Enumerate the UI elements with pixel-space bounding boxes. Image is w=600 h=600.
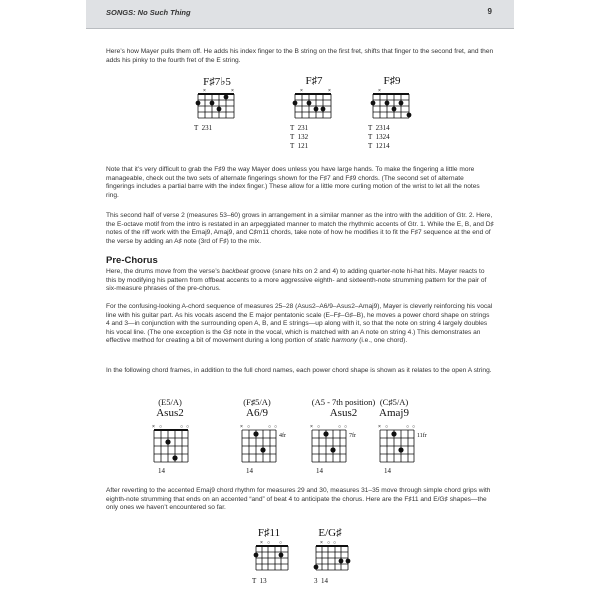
- page-number: 9: [487, 7, 492, 16]
- chord-grid-e-gsharp: [310, 540, 354, 576]
- finger-dot: [260, 447, 265, 452]
- finger-dot: [385, 101, 390, 106]
- chord-alt-name: (C♯5/A): [379, 397, 409, 407]
- chord-grid-amaj9: [372, 422, 434, 466]
- chord-name: E/G♯: [318, 527, 342, 539]
- chord-name: Asus2: [156, 407, 184, 419]
- chord-name: F♯7: [305, 75, 323, 87]
- open-string-icon: ○: [268, 424, 272, 430]
- chord-e-gsharp: [308, 527, 352, 539]
- finger-dot: [217, 107, 222, 112]
- chord-name: F♯11: [257, 527, 281, 539]
- finger-dot: [172, 455, 177, 460]
- muted-string-icon: ×: [310, 424, 313, 430]
- section-heading: Pre-Chorus: [106, 255, 158, 266]
- chord-grid-a69: [234, 422, 294, 466]
- book-page: [86, 0, 514, 600]
- paragraph-chorus-lead: After reverting to the accented Emaj9 chord rhythm for measures 29 and 30, measures 31–35 move through simple chord grips with eighth-note strumming that ends on an accented “and” of beat 4 to anticipate the chorus. Here are the F♯11 and E/G♯ shapes—the only ones we haven’t encountered so far.: [106, 487, 491, 512]
- muted-string-icon: ×: [378, 88, 381, 94]
- finger-dot: [407, 113, 412, 118]
- muted-string-icon: ×: [300, 88, 303, 94]
- open-string-icon: ○: [317, 424, 321, 430]
- chord-asus2-e5: [140, 397, 200, 419]
- chord-fsharp9: [367, 75, 417, 87]
- fret-position-label: 4fr: [279, 433, 286, 439]
- fingering-line: T 231: [194, 124, 213, 132]
- finger-dot: [392, 107, 397, 112]
- running-title: SONGS: No Such Thing: [106, 8, 191, 17]
- finger-dot: [253, 431, 258, 436]
- finger-dot: [399, 101, 404, 106]
- fingering-line: 14: [158, 467, 165, 475]
- paragraph-intro: Here’s how Mayer pulls them off. He adds his index finger to the B string on the first fret, shifts that finger to the second fret, and then adds his pinky to the fourth fret of the E string.: [106, 48, 494, 64]
- finger-dot: [196, 101, 201, 106]
- fret-position-label: 7fr: [349, 433, 356, 439]
- finger-dot: [293, 101, 298, 106]
- paragraph-chord-frames: In the following chord frames, in addition to the full chord names, each power chord shape is shown as it relates to the open A string.: [106, 367, 492, 374]
- muted-string-icon: ×: [231, 88, 234, 94]
- chord-grid-asus2-a5: [304, 422, 364, 466]
- fingering-line: T 121: [290, 142, 309, 150]
- text-run: (i.e., one chord).: [357, 337, 408, 345]
- fingering-line: 14: [384, 467, 391, 475]
- finger-dot: [391, 431, 396, 436]
- chord-name: A6/9: [246, 407, 268, 419]
- open-string-icon: ○: [327, 540, 331, 546]
- chord-amaj9: [364, 397, 424, 419]
- chord-a69: [227, 397, 287, 419]
- open-string-icon: ○: [344, 424, 348, 430]
- finger-dot: [279, 553, 284, 558]
- open-string-icon: ○: [412, 424, 416, 430]
- chord-alt-name: (F♯5/A): [243, 397, 271, 407]
- fingering-line: T 132: [290, 133, 309, 141]
- chord-alt-name: (E5/A): [158, 397, 182, 407]
- chord-name: Asus2: [329, 407, 358, 419]
- finger-dot: [339, 559, 344, 564]
- fingering-line: T 2314: [368, 124, 390, 132]
- fingering-line: T 13: [252, 577, 267, 585]
- fingering-line: 14: [316, 467, 323, 475]
- finger-dot: [307, 101, 312, 106]
- muted-string-icon: ×: [328, 88, 331, 94]
- chord-name: F♯9: [383, 75, 401, 87]
- open-string-icon: ○: [385, 424, 389, 430]
- paragraph-fingering-note: Note that it’s very difficult to grab the F♯9 the way Mayer does unless you have large hands. To make the fingering a little more manageable, check out the two sets of alternate fingerings shown for the F♯7 and F♯9 chords. (The second set of alternate fingerings includes a partial barre with the index finger.) These allow for a little more curling motion of the wrist to let all the notes ring.: [106, 166, 480, 199]
- open-string-icon: ○: [180, 424, 184, 430]
- chord-fsharp7b5: [192, 75, 242, 88]
- open-string-icon: ○: [267, 540, 271, 546]
- muted-string-icon: ×: [320, 540, 323, 546]
- chord-grid-fsharp7: [289, 88, 339, 124]
- fingering-line: T 1214: [368, 142, 390, 150]
- open-string-icon: ○: [186, 424, 190, 430]
- finger-dot: [165, 439, 170, 444]
- fingering-line: 14: [246, 467, 253, 475]
- finger-dot: [330, 447, 335, 452]
- chord-fsharp11: [249, 527, 289, 539]
- fingering-line: 3 14: [314, 577, 328, 585]
- chord-grid-fsharp7b5: [192, 88, 242, 124]
- paragraph-verse2: This second half of verse 2 (measures 53–60) grows in arrangement in a similar manner as the intro with the addition of Gtr. 2. Here, the E-octave motif from the intro is restated in an arpeggiated manner to match the rhythmic accents of Gtr. 1. While the E, B, and D♯ notes of the riff work with the Emaj9, Amaj9, and C♯m11 chords, take note of how he modifies it to fit the F♯7 sequence at the end of the verse by adding an A♯ note (3rd of F♯) to the mix.: [106, 212, 494, 245]
- chord-name: Amaj9: [379, 407, 409, 419]
- muted-string-icon: ×: [378, 424, 381, 430]
- chord-alt-name: (A5 - 7th position): [311, 397, 376, 407]
- emphasis-term: static harmony: [314, 337, 358, 345]
- text-run: groove (snare hits on 2 and 4) to adding quarter-note hi-hat hits. Mayer reacts to this by modifying his pattern from offbeat accents to a more aggressive eighth- and sixteenth-note strumming pattern for the pair of six-measure phrases of the pre-chorus.: [106, 268, 487, 293]
- fret-position-label: 11fr: [417, 433, 427, 439]
- open-string-icon: ○: [406, 424, 410, 430]
- open-string-icon: ○: [159, 424, 163, 430]
- finger-dot: [323, 431, 328, 436]
- page-header: [86, 0, 514, 29]
- open-string-icon: ○: [247, 424, 251, 430]
- chord-name: F♯7♭5: [203, 76, 231, 88]
- muted-string-icon: ×: [240, 424, 243, 430]
- open-string-icon: ○: [279, 540, 283, 546]
- fingering-line: T 1324: [368, 133, 390, 141]
- open-string-icon: ○: [338, 424, 342, 430]
- muted-string-icon: ×: [260, 540, 263, 546]
- chord-grid-asus2-e5: [146, 422, 206, 466]
- open-string-icon: ○: [333, 540, 337, 546]
- text-run: For the confusing-looking A-chord sequence of measures 25–28 (Asus2–A6/9–Asus2–Amaj9), Mayer is cleverly reinforcing his vocal line with his guitar part. As his vocals ascend the E major pentatonic scale (E–F♯–G♯–B), he moves a power chord shape on strings 4 and 3—in conjunction with the surrounding open A, B, and E strings—up along with it, so that the note on string 4 largely doubles his vocal line. (The one exception is the G♯ note in the vocal, which is matched with an A note on string 4.) This demonstrates an effective method for creating a bit of movement during a long portion of: [106, 303, 493, 345]
- finger-dot: [346, 559, 351, 564]
- fingering-line: T 231: [290, 124, 309, 132]
- open-string-icon: ○: [274, 424, 278, 430]
- finger-dot: [210, 101, 215, 106]
- finger-dot: [314, 565, 319, 570]
- chord-fsharp7: [289, 75, 339, 87]
- paragraph-prechorus: [106, 268, 494, 294]
- emphasis-term: backbeat: [221, 268, 249, 275]
- chord-grid-fsharp9: [367, 88, 417, 124]
- chord-grid-fsharp11: [250, 540, 294, 576]
- muted-string-icon: ×: [152, 424, 155, 430]
- finger-dot: [371, 101, 376, 106]
- finger-dot: [321, 107, 326, 112]
- text-run: Here, the drums move from the verse’s: [106, 268, 222, 275]
- muted-string-icon: ×: [203, 88, 206, 94]
- finger-dot: [398, 447, 403, 452]
- finger-dot: [314, 107, 319, 112]
- finger-dot: [224, 95, 229, 100]
- finger-dot: [254, 553, 259, 558]
- paragraph-a-chord-sequence: [106, 303, 494, 346]
